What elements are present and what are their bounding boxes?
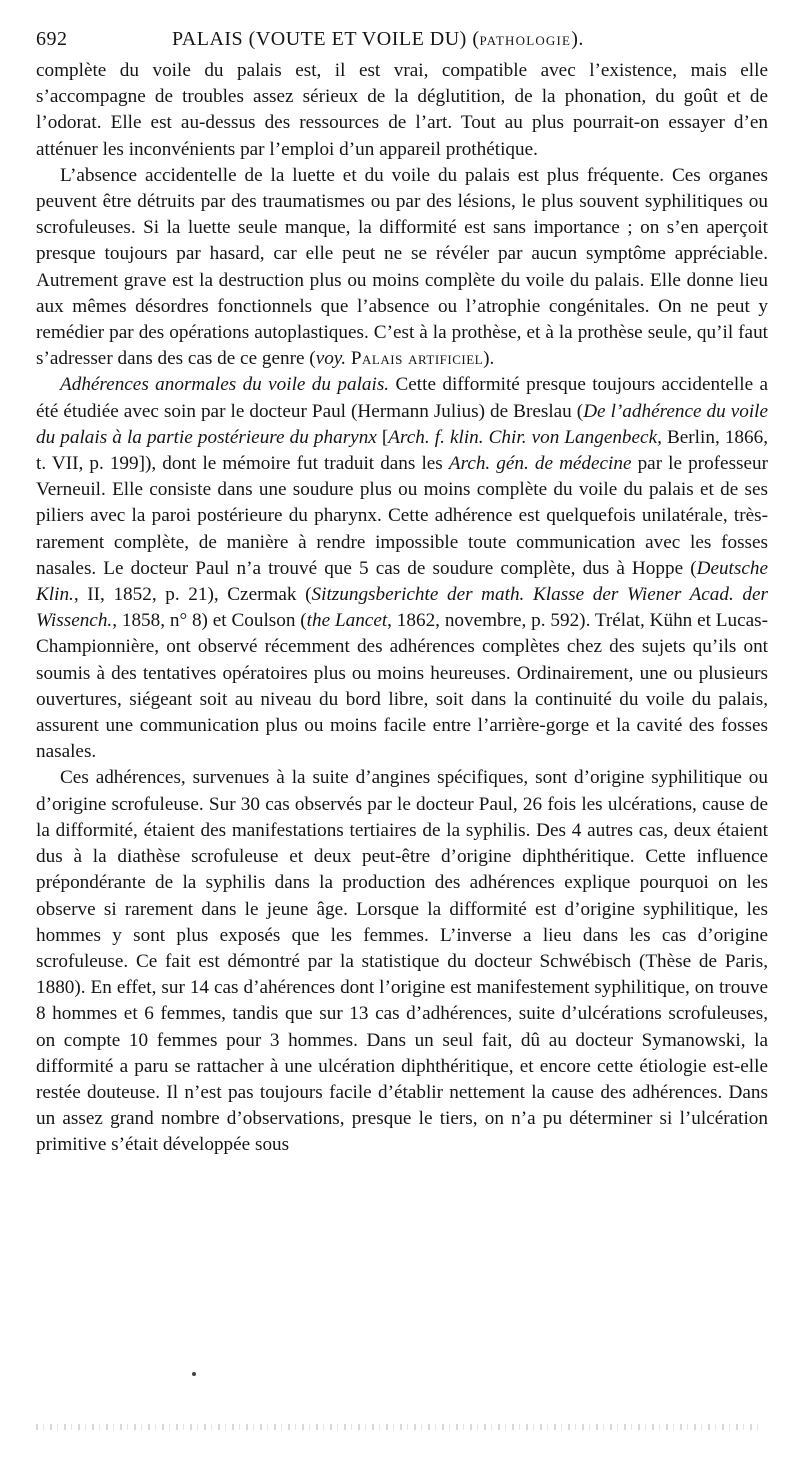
text-run: , II, 1852, p. 21), Czermak ( <box>73 584 312 606</box>
italic-text: De l’adhérence du voile du palais à la partie postérieure du pharynx <box>36 400 769 448</box>
italic-text: the Lancet <box>306 610 388 632</box>
text-run: complète du voile du palais est, il est vrai, compatible avec l’existence, mais elle s’accompagne de troubles assez sérieux de la déglutition, de la phonation, du goût et de l’odorat. Elle est au-dessus des ressources de l’art. Tout au plus pourrait-on essayer d’en atténuer les inconvénients par l’emploi d’un appareil prothétique. <box>36 60 768 160</box>
document-page <box>36 24 768 1159</box>
running-title-section: PATHOLOGIE <box>479 33 572 48</box>
paragraph <box>36 163 768 373</box>
body-text <box>36 58 768 1159</box>
text-run: ). <box>483 348 495 370</box>
italic-text: Deutsche Klin. <box>36 557 768 606</box>
text-run: par le professeur Verneuil. Elle consiste dans une soudure plus ou moins complète du voile du palais et de ses piliers avec la paroi postérieure du pharynx. Cette adhérence est quelquefois unilatérale, très-rarement complète, de manière à rendre impossible toute communication avec les fosses nasales. Le docteur Paul n’a trouvé que 5 cas de soudure complète, dus à Hoppe ( <box>36 453 769 579</box>
text-run: , 1858, n° 8) et Coulson ( <box>112 610 307 632</box>
text-run: [ <box>376 426 389 448</box>
text-run: L’absence accidentelle de la luette et du voile du palais est plus fréquente. Ces organes peuvent être détruits par des traumatismes ou par des lésions, le plus souvent syphilitiques ou scrofuleuses. Si la luette seule manque, la difformité est sans importance ; on s’en aperçoit presque toujours par hasard, car elle peut ne se révéler par aucun symptôme appréciable. Autrement grave est la destruction plus ou moins complète du voile du palais. Elle donne lieu aux mêmes désordres fonctionnels que l’absence ou l’atrophie congénitales. On ne peut y remédier par des opérations autoplastiques. C’est à la prothèse, et à la prothèse seule, qu’il faut s’adresser dans des cas de ce genre ( <box>36 164 768 370</box>
paragraph <box>36 372 768 765</box>
footer-mark <box>192 1372 196 1376</box>
paragraph <box>36 58 768 163</box>
text-run: Berlin, 1866, t. VII, p. 199]), dont le mémoire fut traduit dans les <box>36 426 768 475</box>
running-title-main: PALAIS (VOUTE ET VOILE DU) ( <box>172 28 480 50</box>
small-caps-text: Palais artificiel <box>350 348 484 370</box>
italic-text: voy. <box>315 348 347 370</box>
scan-artifact <box>36 1424 762 1430</box>
running-header <box>36 24 768 58</box>
text-run: Ces adhérences, survenues à la suite d’angines spécifiques, sont d’origine syphilitique ou d’origine scrofuleuse. Sur 30 cas observés par le docteur Paul, 26 fois les ulcérations, cause de la difformité, étaient des manifestations tertiaires de la syphilis. Des 4 autres cas, deux étaient dus à la diathèse scrofuleuse et deux peut-être d’origine diphthéritique. Cette influence prépondérante de la syphilis dans la production des adhérences explique pourquoi on les observe si rarement dans le jeune âge. Lorsque la difformité est d’origine syphilitique, les hommes y sont plus exposés que les femmes. L’inverse a lieu dans les cas d’origine scrofuleuse. Ce fait est démontré par la statistique du docteur Schwébisch (Thèse de Paris, 1880). En effet, sur 14 cas d’ahérences dont l’origine est manifestement syphilitique, on trouve 8 hommes et 6 femmes, tandis que sur 13 cas d’adhérences, suite d’ulcérations scrofuleuses, on compte 10 femmes pour 3 hommes. Dans un seul fait, dû au docteur Symanowski, la difformité a paru se rattacher à une ulcération diphthéritique, et encore cette étiologie est-elle restée douteuse. Il n’est pas toujours facile d’établir nettement la cause des adhérences. Dans un assez grand nombre d’observations, presque le tiers, on n’a pu déterminer si l’ulcération primitive s’était développée sous <box>36 767 768 1156</box>
text-run: Cette difformité presque toujours accidentelle a été étudiée avec soin par le docteur Paul (Hermann Julius) de Breslau ( <box>36 374 769 422</box>
page-number: 692 <box>36 28 68 50</box>
italic-text: Arch. gén. de médecine <box>448 453 632 475</box>
text-run: , 1862, novembre, p. 592). Trélat, Kühn et Lucas-Championnière, ont observé récemment des adhérences complètes chez des sujets qu’ils ont soumis à des tentatives opératoires plus ou moins heureuses. Ordinairement, une ou plusieurs ouvertures, siégeant soit au niveau du bord libre, soit dans la continuité du voile du palais, assurent une communication plus ou moins facile entre l’arrière-gorge et la cavité des fosses nasales. <box>36 610 768 763</box>
paragraph <box>36 765 768 1158</box>
italic-text: Sitzungsberichte der math. Klasse der Wiener Acad. der Wissench. <box>36 584 768 632</box>
running-title <box>172 28 584 51</box>
italic-text: Arch. f. klin. Chir. von Langenbeck, <box>388 426 662 448</box>
italic-text: Adhérences anormales du voile du palais. <box>60 374 390 396</box>
running-title-close: ). <box>571 28 584 50</box>
